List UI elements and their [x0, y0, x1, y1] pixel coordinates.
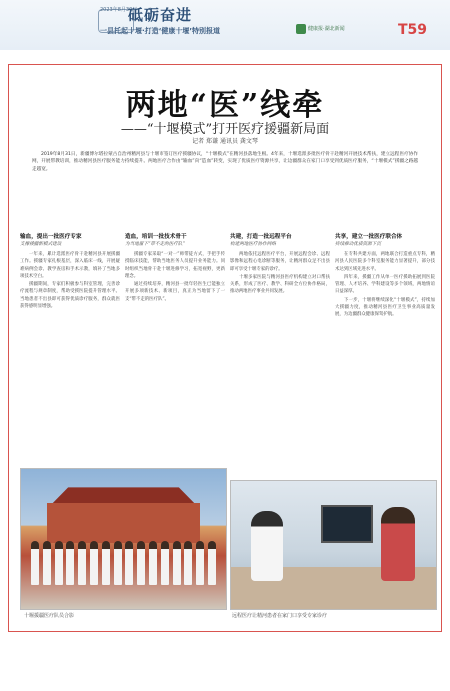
person-figure — [208, 541, 216, 585]
doctor-figure — [251, 511, 283, 581]
article-lead-paragraph: 2019年8月31日，新疆博尔塔拉蒙古自治州精河县与十堰市签订医疗援疆协议，“十堰模式”在精河县落地生根。4年来，十堰选派多批医疗骨干赴精河开展技术帮扶，建立远程医疗协作网，开展带教培训，推动精河县医疗服务能力持续提升。两地医疗合作由“输血”向“造血”转变，实现了优质医疗资源共享，让边疆群众在家门口享受到优质医疗服务，“十堰模式”援疆之路越走越宽。 — [32, 152, 418, 172]
computer-monitor — [321, 505, 373, 543]
section-subheading: 持续推动优质资源下沉 — [335, 242, 381, 247]
section-heading: 输血，提出一批医疗专家 — [20, 234, 82, 240]
group-photo — [20, 468, 227, 610]
article-column-4 — [335, 231, 435, 691]
person-figure — [90, 541, 98, 585]
person-figure — [184, 541, 192, 585]
article-column-1 — [20, 231, 120, 456]
telemedicine-photo — [230, 480, 437, 610]
body-paragraph: 十堰多家医院与精河县医疗机构建立对口帮扶关系，形成了医疗、教学、科研全方位协作格局，推动两地医疗事业共同发展。 — [230, 274, 330, 295]
photo-caption: 远程医疗让精河患者在家门口享受专家诊疗 — [232, 613, 328, 619]
publisher-logo-icon — [296, 24, 306, 34]
page-number: T59 — [398, 22, 428, 38]
person-figure — [196, 541, 204, 585]
person-figure — [43, 541, 51, 585]
header-date-tag: 2023年8月30日 — [100, 7, 138, 13]
section-subheading: 构建两地医疗协作网络 — [230, 242, 276, 247]
photo-caption: 十堰援疆医疗队员合影 — [24, 613, 75, 619]
section-heading: 造血，培训一批技术骨干 — [125, 234, 187, 240]
section-subheading: 支撑援疆新模式建设 — [20, 242, 62, 247]
article-subheadline: ——“十堰模式”打开医疗援疆新局面 — [120, 122, 330, 137]
person-figure — [114, 541, 122, 585]
body-paragraph: 在专科共建方面，两地联合打造重点专科，精河县人民医院多个科室服务能力显著提升，部分技术达到区域先进水平。 — [335, 252, 435, 272]
building-hall — [47, 503, 200, 543]
person-figure — [173, 541, 181, 585]
person-figure — [161, 541, 169, 585]
body-paragraph: 下一步，十堰将继续深化“十堰模式”，持续加大援疆力度，推动精河县医疗卫生事业高质量发展，为边疆群众健康保驾护航。 — [335, 297, 435, 318]
body-paragraph: 一年来，累计选派医疗骨干赴精河县开展援疆工作。援疆专家扎根基层，深入临床一线，开展疑难病例会诊、教学查房和手术示教，填补了当地多项技术空白。 — [20, 252, 120, 279]
body-paragraph: 援疆专家采取“一对一”师带徒方式，手把手传授临床技能，帮助当地医务人员提升业务能力。同时组织当地骨干赴十堰进修学习，拓宽视野，更新理念。 — [125, 252, 225, 279]
person-figure — [55, 541, 63, 585]
person-figure — [66, 541, 74, 585]
person-figure — [137, 541, 145, 585]
person-figure — [102, 541, 110, 585]
article-column-2 — [125, 231, 225, 456]
section-subheading: 为当地留下“带不走的医疗队” — [125, 242, 185, 247]
person-figure — [78, 541, 86, 585]
person-figure — [31, 541, 39, 585]
section-heading: 共建，打造一批远程平台 — [230, 234, 292, 240]
header-slogan: 一县托起十堰·打造‘健康十堰’特别报道 — [100, 27, 220, 35]
patient-figure — [381, 507, 415, 581]
body-paragraph: 四年来，援疆工作从单一医疗援助拓展到医院管理、人才培养、学科建设等多个领域，两地情谊日益深厚。 — [335, 274, 435, 295]
body-paragraph: 两地依托远程医疗平台，开展远程会诊、远程影像和远程心电诊断等服务，让精河群众足不出县即可享受十堰专家的诊疗。 — [230, 252, 330, 272]
article-column-3 — [230, 231, 330, 456]
person-figure — [149, 541, 157, 585]
publisher-name: 健康报·湖北新闻 — [308, 26, 345, 32]
medical-team-group — [31, 541, 216, 585]
person-figure — [125, 541, 133, 585]
header-column-title: 砥砺奋进 — [128, 6, 193, 24]
article-byline: 记者 郑谦 通讯员 龚文琴 — [192, 138, 258, 145]
page-header — [0, 0, 450, 50]
section-heading: 共享，建立一批医疗联合体 — [335, 234, 403, 240]
body-paragraph: 援疆期间，专家们积极参与科室管理，完善诊疗流程与规章制度，帮助受援医院提升管理水平。当地患者不出县即可获得优质诊疗服务，群众就医获得感明显增强。 — [20, 282, 120, 310]
body-paragraph: 通过持续培养，精河县一批年轻医生已能独立开展多项新技术、新项目，真正为当地留下了一支“带不走的医疗队”。 — [125, 282, 225, 302]
building-roof — [37, 483, 210, 505]
article-headline: 两地“医”线牵 — [125, 88, 325, 123]
